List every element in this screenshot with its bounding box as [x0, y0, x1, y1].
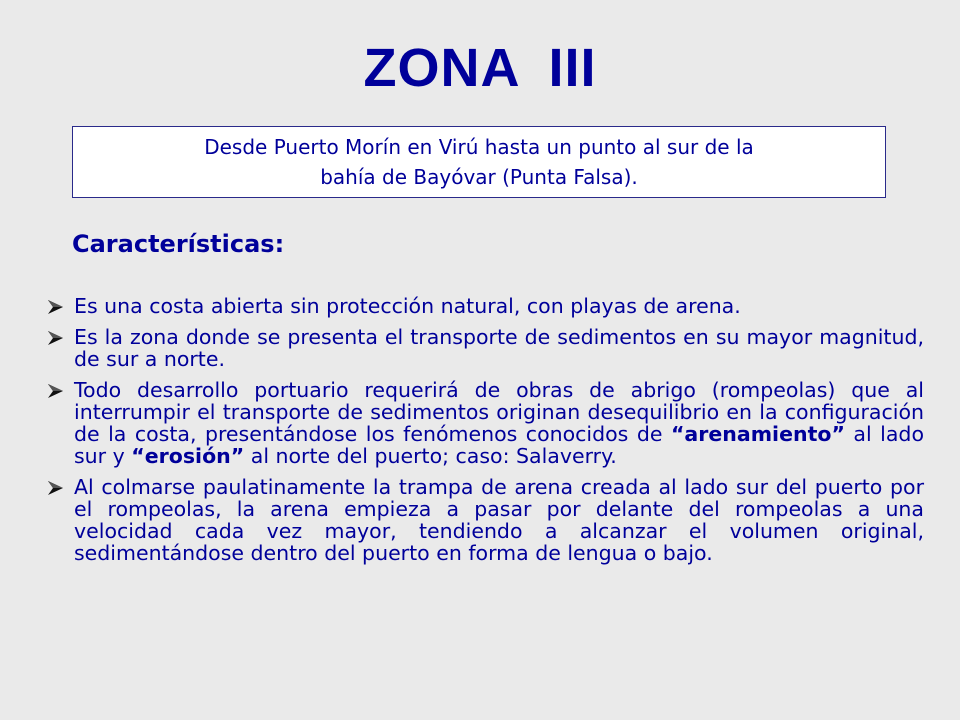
bullet-text: Es la zona donde se presenta el transporte de sedimentos en su mayor magnitud, de sur a norte.: [74, 325, 924, 371]
slide-title: ZONA III: [363, 38, 597, 98]
bullet-text: Al colmarse paulatinamente la trampa de arena creada al lado sur del puerto por el rompeolas, la arena empieza a pasar por delante del rompeolas a una velocidad cada vez mayor, tendiendo a alcanzar el volumen original, sedimentándose dentro del puerto en forma de lengua o bajo.: [74, 475, 924, 565]
bullet-item: [42, 326, 924, 370]
arrowhead-bullet-icon: [46, 330, 64, 346]
subtitle-line-2: bahía de Bayóvar (Punta Falsa).: [320, 165, 638, 189]
subtitle-line-1: Desde Puerto Morín en Virú hasta un punto al sur de la: [204, 135, 754, 159]
bullet-text-part: Todo desarrollo portuario requerirá de obras de abrigo (rompeolas) que al interrumpir el transporte de sedimentos originan desequilibrio en la configuración de la costa, presentándose los fenómenos conocidos de: [74, 378, 924, 446]
arrowhead-bullet-icon: [46, 480, 64, 496]
bullet-item: [42, 379, 924, 467]
bullet-item: [42, 476, 924, 564]
bullet-list: [42, 295, 924, 564]
section-heading: Características:: [72, 230, 285, 258]
term-erosion: “erosión”: [131, 444, 245, 468]
bullet-text-part: al norte del puerto; caso: Salaverry.: [244, 444, 617, 468]
bullet-text: Es una costa abierta sin protección natural, con playas de arena.: [74, 294, 741, 318]
arrowhead-bullet-icon: [46, 383, 64, 399]
term-arenamiento: “arenamiento”: [670, 422, 845, 446]
bullet-item: [42, 295, 924, 317]
subtitle-text: [192, 132, 766, 192]
subtitle-box: [72, 126, 886, 198]
bullet-text-part: al lado sur y: [74, 422, 924, 468]
arrowhead-bullet-icon: [46, 299, 64, 315]
